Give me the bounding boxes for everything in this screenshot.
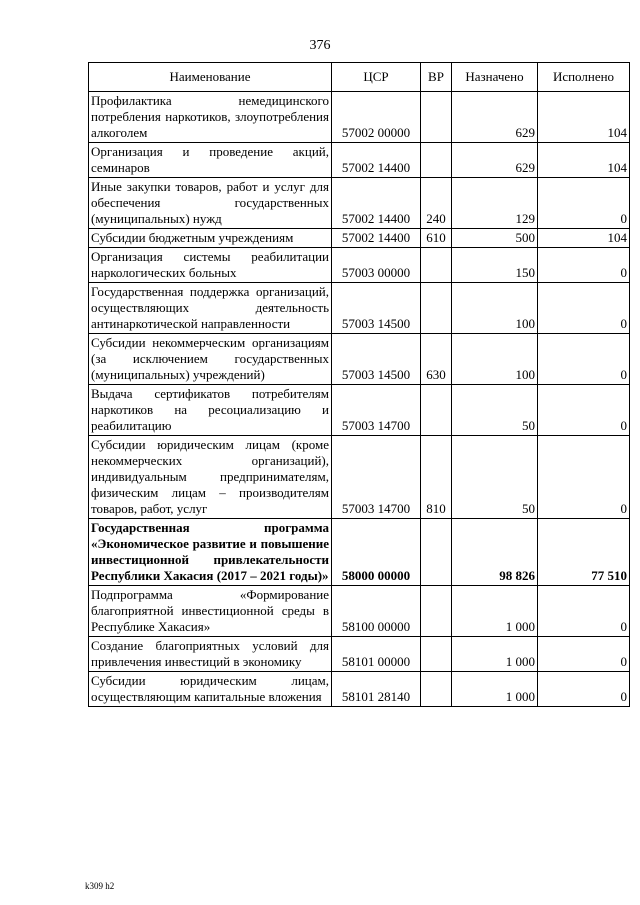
cell-executed: 0 — [538, 672, 630, 707]
header-csr: ЦСР — [332, 63, 421, 92]
cell-name: Организация системы реабилитации наркологических больных — [89, 248, 332, 283]
cell-vr — [421, 143, 452, 178]
cell-vr — [421, 385, 452, 436]
cell-assigned: 1 000 — [452, 637, 538, 672]
cell-assigned: 1 000 — [452, 672, 538, 707]
table-row — [89, 229, 630, 248]
cell-csr: 57002 14400 — [332, 143, 421, 178]
cell-vr — [421, 92, 452, 143]
table-row — [89, 519, 630, 586]
cell-csr: 58101 00000 — [332, 637, 421, 672]
cell-assigned: 150 — [452, 248, 538, 283]
cell-executed: 104 — [538, 143, 630, 178]
table-row — [89, 334, 630, 385]
header-executed: Исполнено — [538, 63, 630, 92]
table-row — [89, 248, 630, 283]
cell-name: Выдача сертификатов потребителям наркотиков на ресоциализацию и реабилитацию — [89, 385, 332, 436]
cell-vr — [421, 283, 452, 334]
cell-assigned: 629 — [452, 143, 538, 178]
table-header-row — [89, 63, 630, 92]
cell-executed: 104 — [538, 229, 630, 248]
cell-csr: 57003 14500 — [332, 283, 421, 334]
cell-name: Государственная поддержка организаций, осуществляющих деятельность антинаркотической направленности — [89, 283, 332, 334]
table-row — [89, 92, 630, 143]
table-row — [89, 178, 630, 229]
footer-code: k309 h2 — [85, 881, 115, 891]
cell-executed: 0 — [538, 385, 630, 436]
cell-csr: 58000 00000 — [332, 519, 421, 586]
cell-assigned: 129 — [452, 178, 538, 229]
table-row — [89, 283, 630, 334]
cell-name: Субсидии юридическим лицам (кроме некоммерческих организаций), индивидуальным предпринимателям, физическим лицам – производителям товаров, работ, услуг — [89, 436, 332, 519]
cell-assigned: 100 — [452, 283, 538, 334]
cell-assigned: 100 — [452, 334, 538, 385]
cell-name: Субсидии бюджетным учреждениям — [89, 229, 332, 248]
table-row — [89, 672, 630, 707]
cell-assigned: 629 — [452, 92, 538, 143]
cell-executed: 0 — [538, 178, 630, 229]
cell-assigned: 98 826 — [452, 519, 538, 586]
table-row — [89, 637, 630, 672]
cell-executed: 0 — [538, 586, 630, 637]
cell-assigned: 50 — [452, 385, 538, 436]
budget-table — [88, 62, 630, 707]
cell-vr — [421, 519, 452, 586]
table-row — [89, 436, 630, 519]
header-name: Наименование — [89, 63, 332, 92]
cell-executed: 104 — [538, 92, 630, 143]
table-row — [89, 143, 630, 178]
cell-vr: 630 — [421, 334, 452, 385]
cell-vr: 240 — [421, 178, 452, 229]
header-assigned: Назначено — [452, 63, 538, 92]
cell-name: Профилактика немедицинского потребления наркотиков, злоупотребления алкоголем — [89, 92, 332, 143]
cell-name: Создание благоприятных условий для привлечения инвестиций в экономику — [89, 637, 332, 672]
table-row — [89, 385, 630, 436]
cell-vr — [421, 637, 452, 672]
cell-executed: 0 — [538, 436, 630, 519]
cell-vr: 610 — [421, 229, 452, 248]
cell-csr: 58101 28140 — [332, 672, 421, 707]
cell-csr: 57003 14700 — [332, 436, 421, 519]
cell-csr: 57002 14400 — [332, 178, 421, 229]
cell-assigned: 1 000 — [452, 586, 538, 637]
cell-vr — [421, 586, 452, 637]
table-row — [89, 586, 630, 637]
cell-csr: 57003 14700 — [332, 385, 421, 436]
cell-executed: 0 — [538, 283, 630, 334]
cell-name: Подпрограмма «Формирование благоприятной инвестиционной среды в Республике Хакасия» — [89, 586, 332, 637]
cell-executed: 0 — [538, 334, 630, 385]
page-number: 376 — [309, 38, 331, 53]
cell-executed: 77 510 — [538, 519, 630, 586]
cell-name: Государственная программа «Экономическое развитие и повышение инвестиционной привлекательности Республики Хакасия (2017 – 2021 годы)» — [89, 519, 332, 586]
cell-name: Организация и проведение акций, семинаров — [89, 143, 332, 178]
cell-executed: 0 — [538, 248, 630, 283]
cell-vr: 810 — [421, 436, 452, 519]
table-body — [89, 92, 630, 707]
cell-csr: 58100 00000 — [332, 586, 421, 637]
cell-name: Субсидии юридическим лицам, осуществляющим капитальные вложения — [89, 672, 332, 707]
cell-csr: 57002 00000 — [332, 92, 421, 143]
cell-csr: 57003 00000 — [332, 248, 421, 283]
cell-assigned: 50 — [452, 436, 538, 519]
cell-csr: 57003 14500 — [332, 334, 421, 385]
cell-name: Субсидии некоммерческим организациям (за исключением государственных (муниципальных) учреждений) — [89, 334, 332, 385]
cell-name: Иные закупки товаров, работ и услуг для обеспечения государственных (муниципальных) нужд — [89, 178, 332, 229]
cell-assigned: 500 — [452, 229, 538, 248]
cell-vr — [421, 248, 452, 283]
cell-executed: 0 — [538, 637, 630, 672]
header-vr: ВР — [421, 63, 452, 92]
cell-csr: 57002 14400 — [332, 229, 421, 248]
cell-vr — [421, 672, 452, 707]
